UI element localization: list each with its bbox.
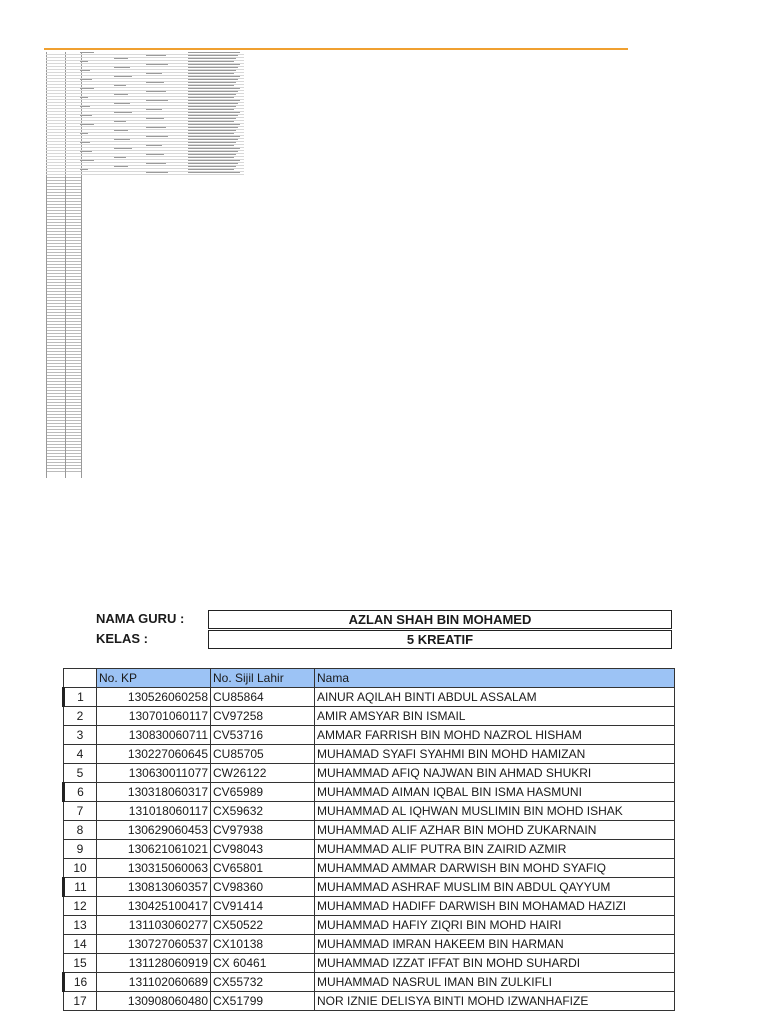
row-number-cell: 12 — [64, 897, 97, 916]
nama-cell: AMMAR FARRISH BIN MOHD NAZROL HISHAM — [315, 726, 675, 745]
table-header-row — [64, 669, 675, 688]
row-number-cell: 3 — [64, 726, 97, 745]
row-number-cell: 10 — [64, 859, 97, 878]
nama-cell: MUHAMMAD AL IQHWAN MUSLIMIN BIN MOHD ISHAK — [315, 802, 675, 821]
nama-cell: MUHAMMAD AFIQ NAJWAN BIN AHMAD SHUKRI — [315, 764, 675, 783]
table-row — [64, 726, 675, 745]
no-kp-cell: 130621061021 — [97, 840, 211, 859]
no-kp-cell: 130830060711 — [97, 726, 211, 745]
row-number-cell: 9 — [64, 840, 97, 859]
no-sijil-lahir-cell: CV53716 — [211, 726, 315, 745]
row-number-cell: 14 — [64, 935, 97, 954]
table-row — [64, 897, 675, 916]
row-number-cell: 4 — [64, 745, 97, 764]
no-kp-cell: 130727060537 — [97, 935, 211, 954]
no-sijil-lahir-cell: CU85864 — [211, 688, 315, 707]
no-kp-cell: 130629060453 — [97, 821, 211, 840]
nama-cell: MUHAMMAD ALIF AZHAR BIN MOHD ZUKARNAIN — [315, 821, 675, 840]
no-sijil-lahir-cell: CV65989 — [211, 783, 315, 802]
no-sijil-lahir-cell: CX 60461 — [211, 954, 315, 973]
nama-cell: MUHAMMAD IMRAN HAKEEM BIN HARMAN — [315, 935, 675, 954]
nama-cell: AINUR AQILAH BINTI ABDUL ASSALAM — [315, 688, 675, 707]
nama-cell: MUHAMMAD IZZAT IFFAT BIN MOHD SUHARDI — [315, 954, 675, 973]
no-kp-cell: 130318060317 — [97, 783, 211, 802]
row-number-cell: 11 — [64, 878, 97, 897]
no-kp-cell: 131128060919 — [97, 954, 211, 973]
thumbnail-grid-line — [47, 469, 81, 472]
no-sijil-lahir-cell: CX51799 — [211, 992, 315, 1011]
no-sijil-lahir-cell: CV91414 — [211, 897, 315, 916]
header-cell-number — [64, 669, 97, 688]
no-sijil-lahir-cell: CV98360 — [211, 878, 315, 897]
no-kp-cell: 130425100417 — [97, 897, 211, 916]
table-row — [64, 992, 675, 1011]
no-sijil-lahir-cell: CU85705 — [211, 745, 315, 764]
row-number-cell: 15 — [64, 954, 97, 973]
no-kp-cell: 130315060063 — [97, 859, 211, 878]
table-row — [64, 821, 675, 840]
row-number-cell: 13 — [64, 916, 97, 935]
table-row — [64, 688, 675, 707]
thumbnail-row-grid — [46, 52, 244, 176]
no-kp-cell: 131103060277 — [97, 916, 211, 935]
no-sijil-lahir-cell: CX59632 — [211, 802, 315, 821]
teacher-label: NAMA GURU : — [96, 611, 185, 626]
thumbnail-header-line — [44, 48, 628, 50]
table-row — [64, 878, 675, 897]
no-sijil-lahir-cell: CV97938 — [211, 821, 315, 840]
no-kp-cell: 131018060117 — [97, 802, 211, 821]
nama-cell: MUHAMMAD NASRUL IMAN BIN ZULKIFLI — [315, 973, 675, 992]
class-name-box: 5 KREATIF — [208, 630, 672, 649]
no-sijil-lahir-cell: CX10138 — [211, 935, 315, 954]
no-kp-cell: 130813060357 — [97, 878, 211, 897]
nama-cell: MUHAMMAD HADIFF DARWISH BIN MOHAMAD HAZIZI — [315, 897, 675, 916]
table-row — [64, 935, 675, 954]
teacher-name-box: AZLAN SHAH BIN MOHAMED — [208, 610, 672, 629]
row-number-cell: 17 — [64, 992, 97, 1011]
table-row — [64, 954, 675, 973]
table-row — [64, 802, 675, 821]
header-cell-no-kp: No. KP — [97, 669, 211, 688]
header-cell-no-sijil-lahir: No. Sijil Lahir — [211, 669, 315, 688]
nama-cell: AMIR AMSYAR BIN ISMAIL — [315, 707, 675, 726]
table-row — [64, 745, 675, 764]
no-kp-cell: 130630011077 — [97, 764, 211, 783]
no-sijil-lahir-cell: CX55732 — [211, 973, 315, 992]
no-sijil-lahir-cell: CW26122 — [211, 764, 315, 783]
no-kp-cell: 131102060689 — [97, 973, 211, 992]
table-row — [64, 783, 675, 802]
class-label: KELAS : — [96, 631, 148, 646]
table-row — [64, 973, 675, 992]
no-kp-cell: 130526060258 — [97, 688, 211, 707]
table-row — [64, 764, 675, 783]
table-row — [64, 859, 675, 878]
no-sijil-lahir-cell: CV65801 — [211, 859, 315, 878]
row-number-cell: 8 — [64, 821, 97, 840]
thumbnail-row — [46, 172, 244, 175]
no-sijil-lahir-cell: CX50522 — [211, 916, 315, 935]
row-number-cell: 5 — [64, 764, 97, 783]
header-cell-nama: Nama — [315, 669, 675, 688]
nama-cell: MUHAMMAD ALIF PUTRA BIN ZAIRID AZMIR — [315, 840, 675, 859]
sheet-thumbnail — [44, 48, 634, 488]
nama-cell: MUHAMMAD AIMAN IQBAL BIN ISMA HASMUNI — [315, 783, 675, 802]
table-row — [64, 707, 675, 726]
row-number-cell: 2 — [64, 707, 97, 726]
row-number-cell: 1 — [64, 688, 97, 707]
table-row — [64, 840, 675, 859]
row-number-cell: 7 — [64, 802, 97, 821]
nama-cell: NOR IZNIE DELISYA BINTI MOHD IZWANHAFIZE — [315, 992, 675, 1011]
nama-cell: MUHAMMAD ASHRAF MUSLIM BIN ABDUL QAYYUM — [315, 878, 675, 897]
no-sijil-lahir-cell: CV98043 — [211, 840, 315, 859]
nama-cell: MUHAMAD SYAFI SYAHMI BIN MOHD HAMIZAN — [315, 745, 675, 764]
table-row — [64, 916, 675, 935]
student-table — [62, 668, 675, 1011]
row-number-cell: 16 — [64, 973, 97, 992]
no-kp-cell: 130701060117 — [97, 707, 211, 726]
row-number-cell: 6 — [64, 783, 97, 802]
no-kp-cell: 130227060645 — [97, 745, 211, 764]
nama-cell: MUHAMMAD AMMAR DARWISH BIN MOHD SYAFIQ — [315, 859, 675, 878]
no-kp-cell: 130908060480 — [97, 992, 211, 1011]
nama-cell: MUHAMMAD HAFIY ZIQRI BIN MOHD HAIRI — [315, 916, 675, 935]
no-sijil-lahir-cell: CV97258 — [211, 707, 315, 726]
